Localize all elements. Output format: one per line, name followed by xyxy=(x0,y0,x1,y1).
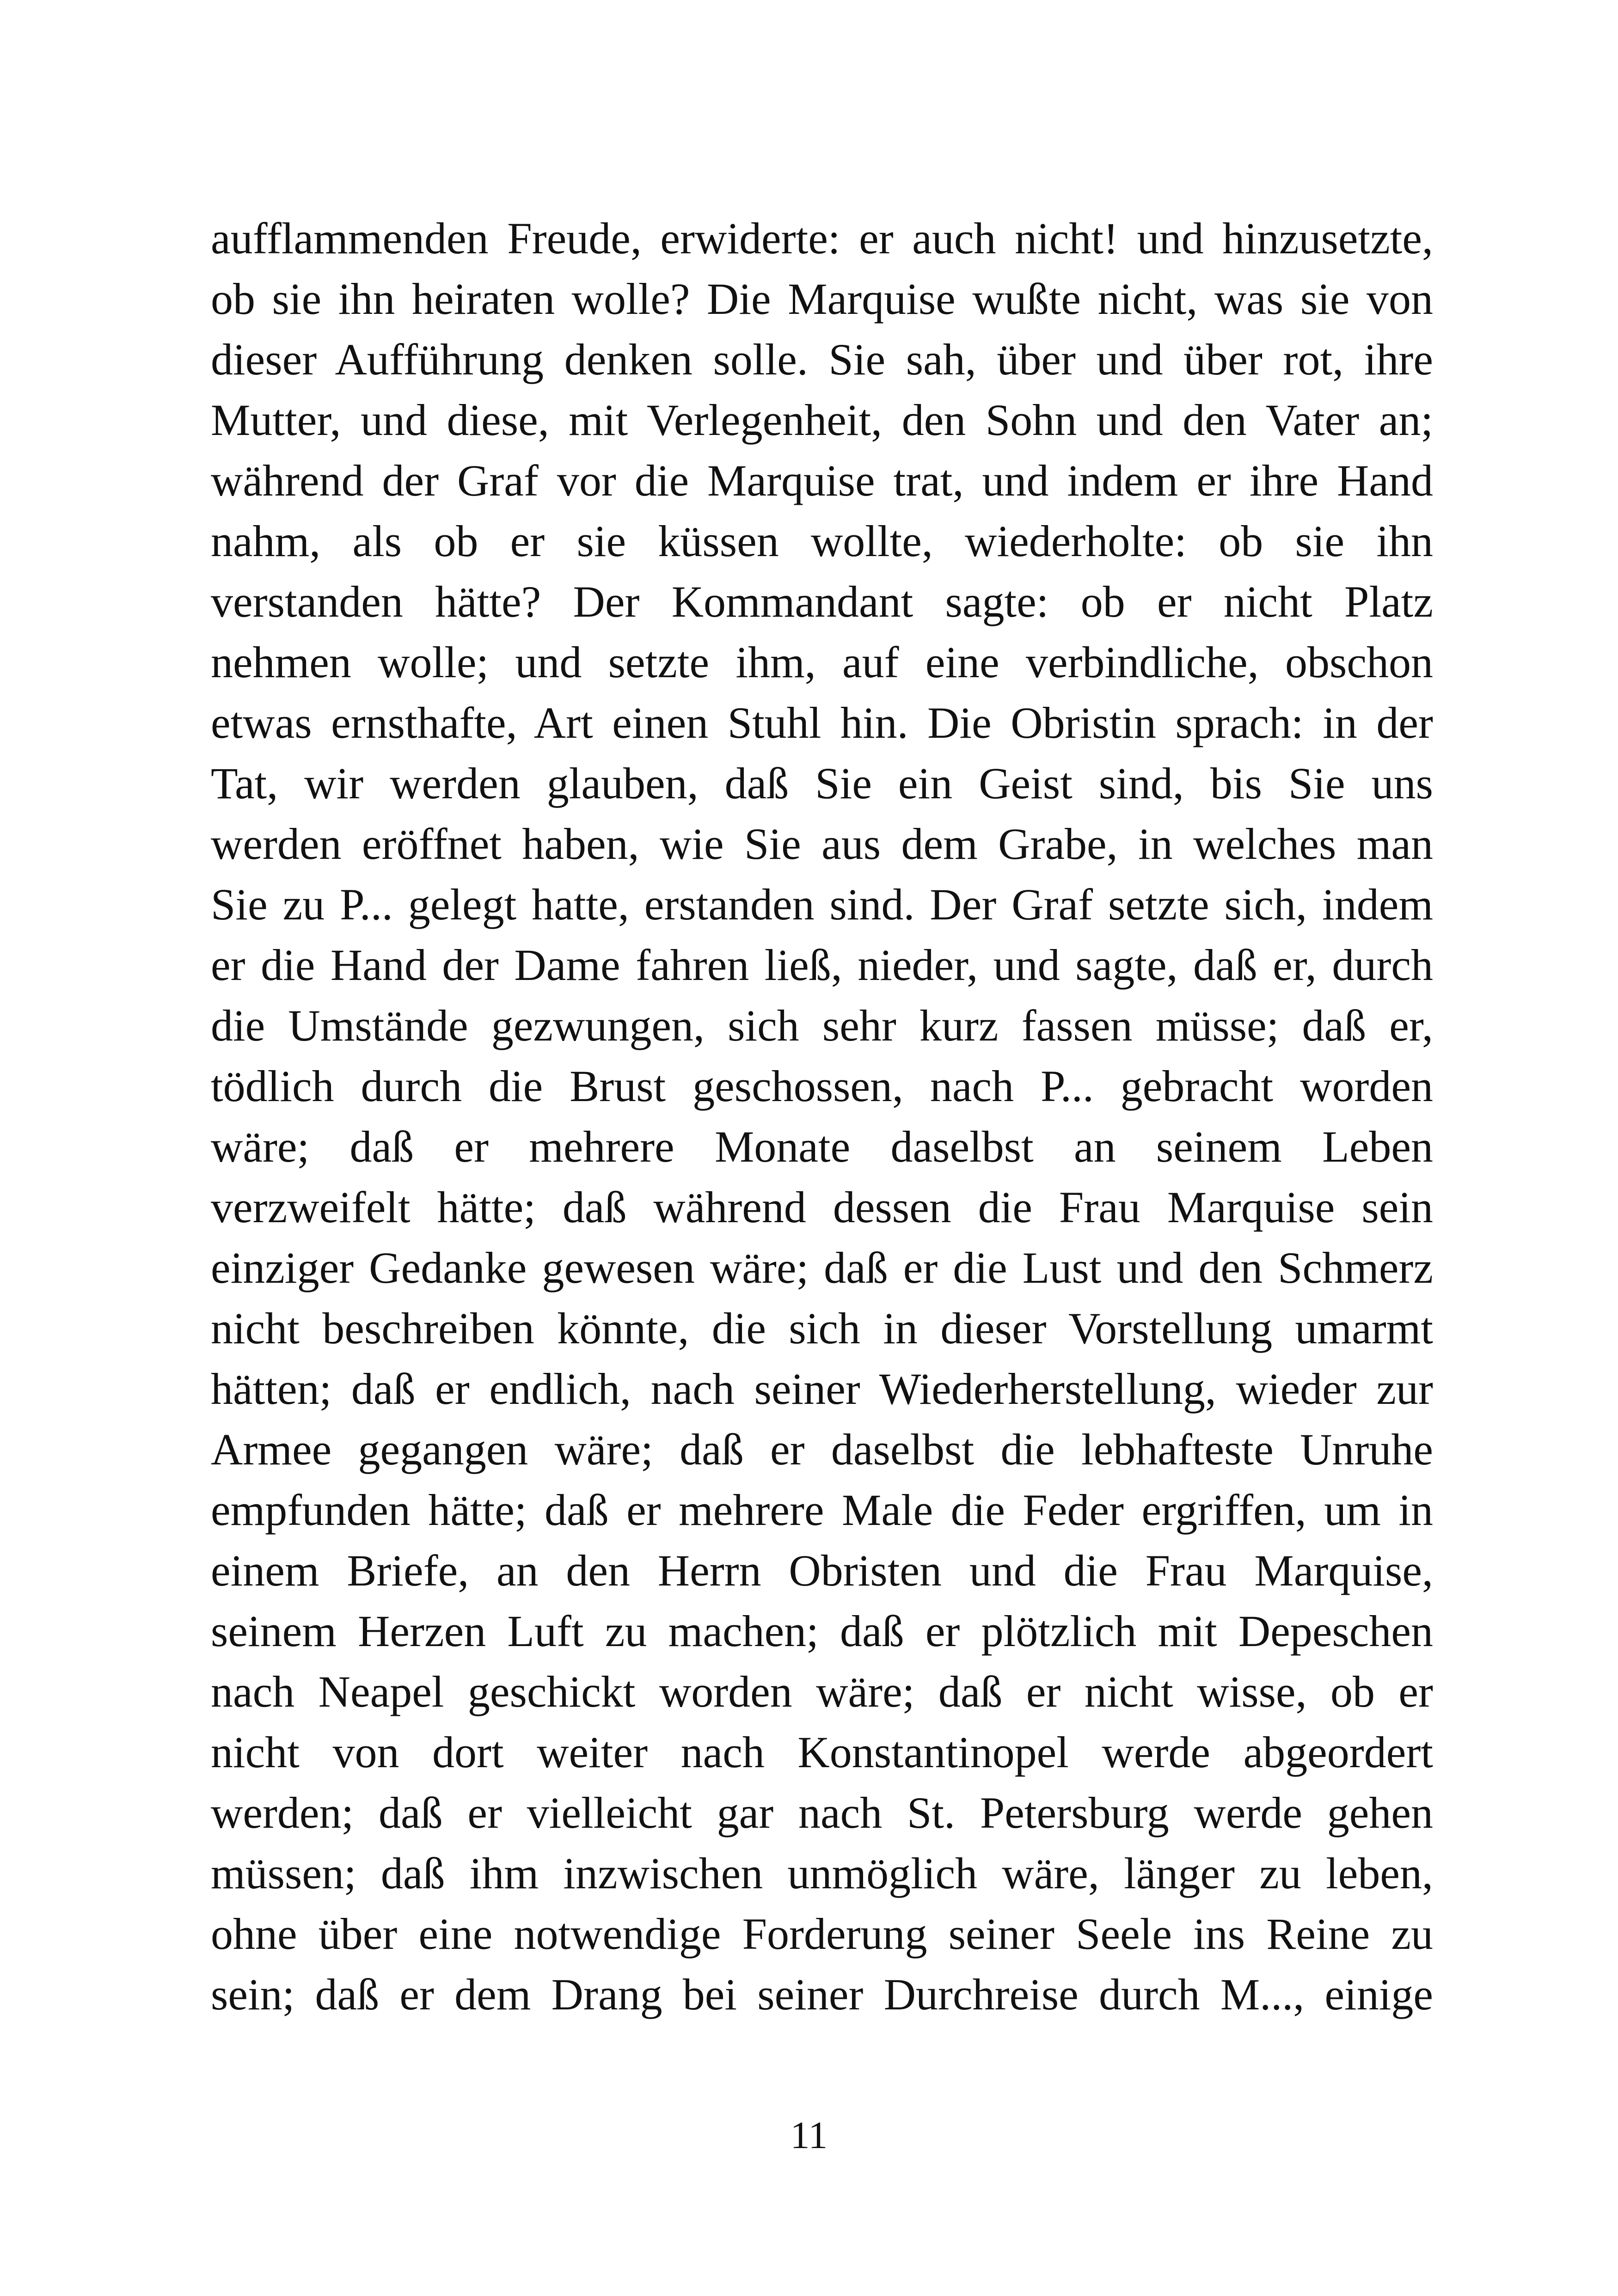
text-line: er die Hand der Dame fahren ließ, nieder, und sagte, daß er, durch xyxy=(211,940,1433,990)
text-line: werden; daß er vielleicht gar nach St. Petersburg werde gehen xyxy=(211,1788,1433,1837)
text-line: etwas ernsthafte, Art einen Stuhl hin. Die Obristin sprach: in der xyxy=(211,698,1433,747)
text-line: nehmen wolle; und setzte ihm, auf eine verbindliche, obschon xyxy=(211,637,1433,687)
body-text xyxy=(211,208,1433,2025)
text-line: verzweifelt hätte; daß während dessen die Frau Marquise sein xyxy=(211,1182,1433,1232)
text-line: aufflammenden Freude, erwiderte: er auch nicht! und hinzusetzte, xyxy=(211,214,1433,263)
text-line: ohne über eine notwendige Forderung seiner Seele ins Reine zu xyxy=(211,1909,1433,1959)
text-line: empfunden hätte; daß er mehrere Male die Feder ergriffen, um in xyxy=(211,1485,1433,1535)
text-line: während der Graf vor die Marquise trat, und indem er ihre Hand xyxy=(211,456,1433,505)
text-line: hätten; daß er endlich, nach seiner Wiederherstellung, wieder zur xyxy=(211,1364,1433,1414)
text-line: nicht von dort weiter nach Konstantinopel werde abgeordert xyxy=(211,1727,1433,1777)
text-line: nahm, als ob er sie küssen wollte, wiederholte: ob sie ihn xyxy=(211,516,1433,566)
text-line: Tat, wir werden glauben, daß Sie ein Geist sind, bis Sie uns xyxy=(211,759,1433,808)
text-line: einem Briefe, an den Herrn Obristen und die Frau Marquise, xyxy=(211,1546,1433,1595)
text-line: wäre; daß er mehrere Monate daselbst an seinem Leben xyxy=(211,1122,1433,1171)
text-line: Mutter, und diese, mit Verlegenheit, den Sohn und den Vater an; xyxy=(211,395,1433,445)
text-line: werden eröffnet haben, wie Sie aus dem Grabe, in welches man xyxy=(211,819,1433,869)
text-line: nach Neapel geschickt worden wäre; daß er nicht wisse, ob er xyxy=(211,1667,1433,1716)
text-line: Sie zu P... gelegt hatte, erstanden sind. Der Graf setzte sich, indem xyxy=(211,880,1433,929)
text-line: ob sie ihn heiraten wolle? Die Marquise wußte nicht, was sie von xyxy=(211,274,1433,324)
text-line: verstanden hätte? Der Kommandant sagte: ob er nicht Platz xyxy=(211,577,1433,626)
text-line: die Umstände gezwungen, sich sehr kurz fassen müsse; daß er, xyxy=(211,1001,1433,1050)
text-line: sein; daß er dem Drang bei seiner Durchreise durch M..., einige xyxy=(211,1970,1433,2019)
text-line: nicht beschreiben könnte, die sich in dieser Vorstellung umarmt xyxy=(211,1304,1433,1353)
text-line: seinem Herzen Luft zu machen; daß er plötzlich mit Depeschen xyxy=(211,1606,1433,1656)
page-number: 11 xyxy=(790,2114,828,2157)
text-line: Armee gegangen wäre; daß er daselbst die lebhafteste Unruhe xyxy=(211,1425,1433,1474)
text-line: einziger Gedanke gewesen wäre; daß er die Lust und den Schmerz xyxy=(211,1243,1433,1292)
text-line: dieser Aufführung denken solle. Sie sah, über und über rot, ihre xyxy=(211,335,1433,384)
text-line: müssen; daß ihm inzwischen unmöglich wäre, länger zu leben, xyxy=(211,1849,1433,1898)
text-line: tödlich durch die Brust geschossen, nach P... gebracht worden xyxy=(211,1061,1433,1111)
